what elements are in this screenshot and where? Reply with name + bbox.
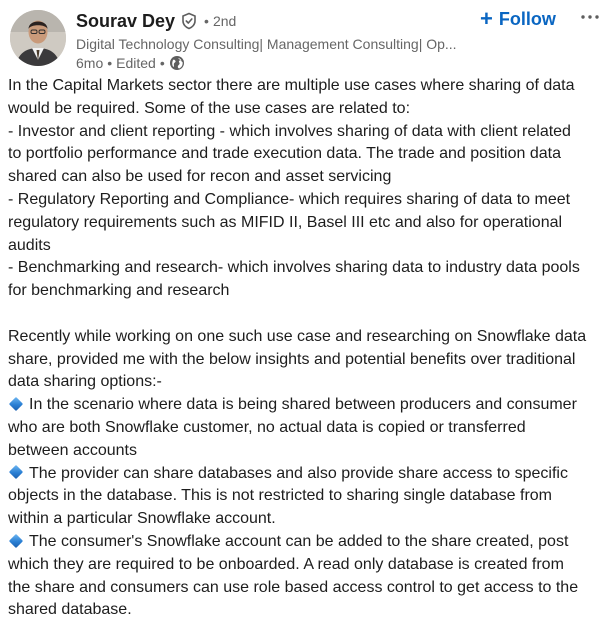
author-name[interactable]: Sourav Dey — [76, 10, 176, 31]
degree-separator: • — [204, 13, 209, 29]
blue-diamond-icon — [9, 465, 23, 479]
bullet-line — [8, 463, 607, 486]
ellipsis-icon — [580, 14, 600, 20]
post-line: to portfolio performance and trade execution data. The trade and position data — [8, 145, 561, 163]
follow-label: Follow — [498, 8, 556, 29]
post-time[interactable]: 6mo — [76, 55, 104, 71]
bullet-text: In the scenario where data is being shared between producers and consumer — [29, 396, 577, 414]
bullet-line — [8, 394, 607, 417]
bullet-line — [8, 531, 607, 554]
post-meta — [76, 54, 496, 72]
avatar[interactable] — [10, 10, 66, 66]
connection-degree: 2nd — [212, 13, 237, 29]
post-line: the share and consumers can use role based access control to get access to the — [8, 578, 579, 596]
post-line: for benchmarking and research — [8, 282, 230, 300]
post-line: who are both Snowflake customer, no actual data is copied or transferred — [8, 418, 526, 436]
bullet-text: The consumer's Snowflake account can be added to the share created, post — [29, 532, 569, 550]
post-line: - Regulatory Reporting and Compliance- which requires sharing of data to meet — [8, 190, 571, 208]
author-headline: Digital Technology Consulting| Management Consulting| Op... — [76, 36, 457, 52]
edited-label: Edited — [116, 55, 156, 71]
post-line: within a particular Snowflake account. — [8, 510, 276, 528]
post-text — [8, 75, 607, 622]
verified-shield-icon — [180, 12, 198, 30]
post-line: audits — [8, 236, 51, 254]
meta-separator: • — [159, 55, 165, 71]
post-line: - Investor and client reporting - which involves sharing of data with client related — [8, 122, 571, 140]
post-line: shared can also be used for recon and asset servicing — [8, 168, 392, 186]
post-line: share, provided me with the below insights and potential benefits over traditional — [8, 350, 576, 368]
meta-separator: • — [107, 55, 113, 71]
follow-button[interactable] — [480, 6, 556, 32]
author-info — [76, 6, 496, 72]
blue-diamond-icon — [9, 534, 23, 548]
post-line: objects in the database. This is not restricted to sharing single database from — [8, 487, 553, 505]
more-options-button[interactable] — [578, 6, 602, 28]
blank-line — [8, 303, 607, 326]
post-line: - Benchmarking and research- which involves sharing data to industry data pools — [8, 259, 580, 277]
post-line: Recently while working on one such use case and researching on Snowflake data — [8, 327, 587, 345]
globe-icon — [169, 55, 185, 71]
post-header — [0, 0, 607, 76]
author-name-row — [76, 6, 496, 33]
plus-icon: + — [480, 6, 493, 31]
blue-diamond-icon — [9, 397, 23, 411]
post-line: In the Capital Markets sector there are multiple use cases where sharing of data — [8, 77, 575, 94]
profile-photo — [10, 10, 66, 66]
post-line: regulatory requirements such as MIFID II, Basel III etc and also for operational — [8, 213, 563, 231]
post-line: which they are required to be onboarded. A read only database is created from — [8, 555, 564, 573]
post-line: would be required. Some of the use cases are related to: — [8, 99, 411, 117]
post-line: data sharing options:- — [8, 373, 162, 391]
post-line: between accounts — [8, 441, 137, 459]
post-line: shared database. — [8, 601, 132, 619]
bullet-text: The provider can share databases and also provide share access to specific — [29, 464, 568, 482]
